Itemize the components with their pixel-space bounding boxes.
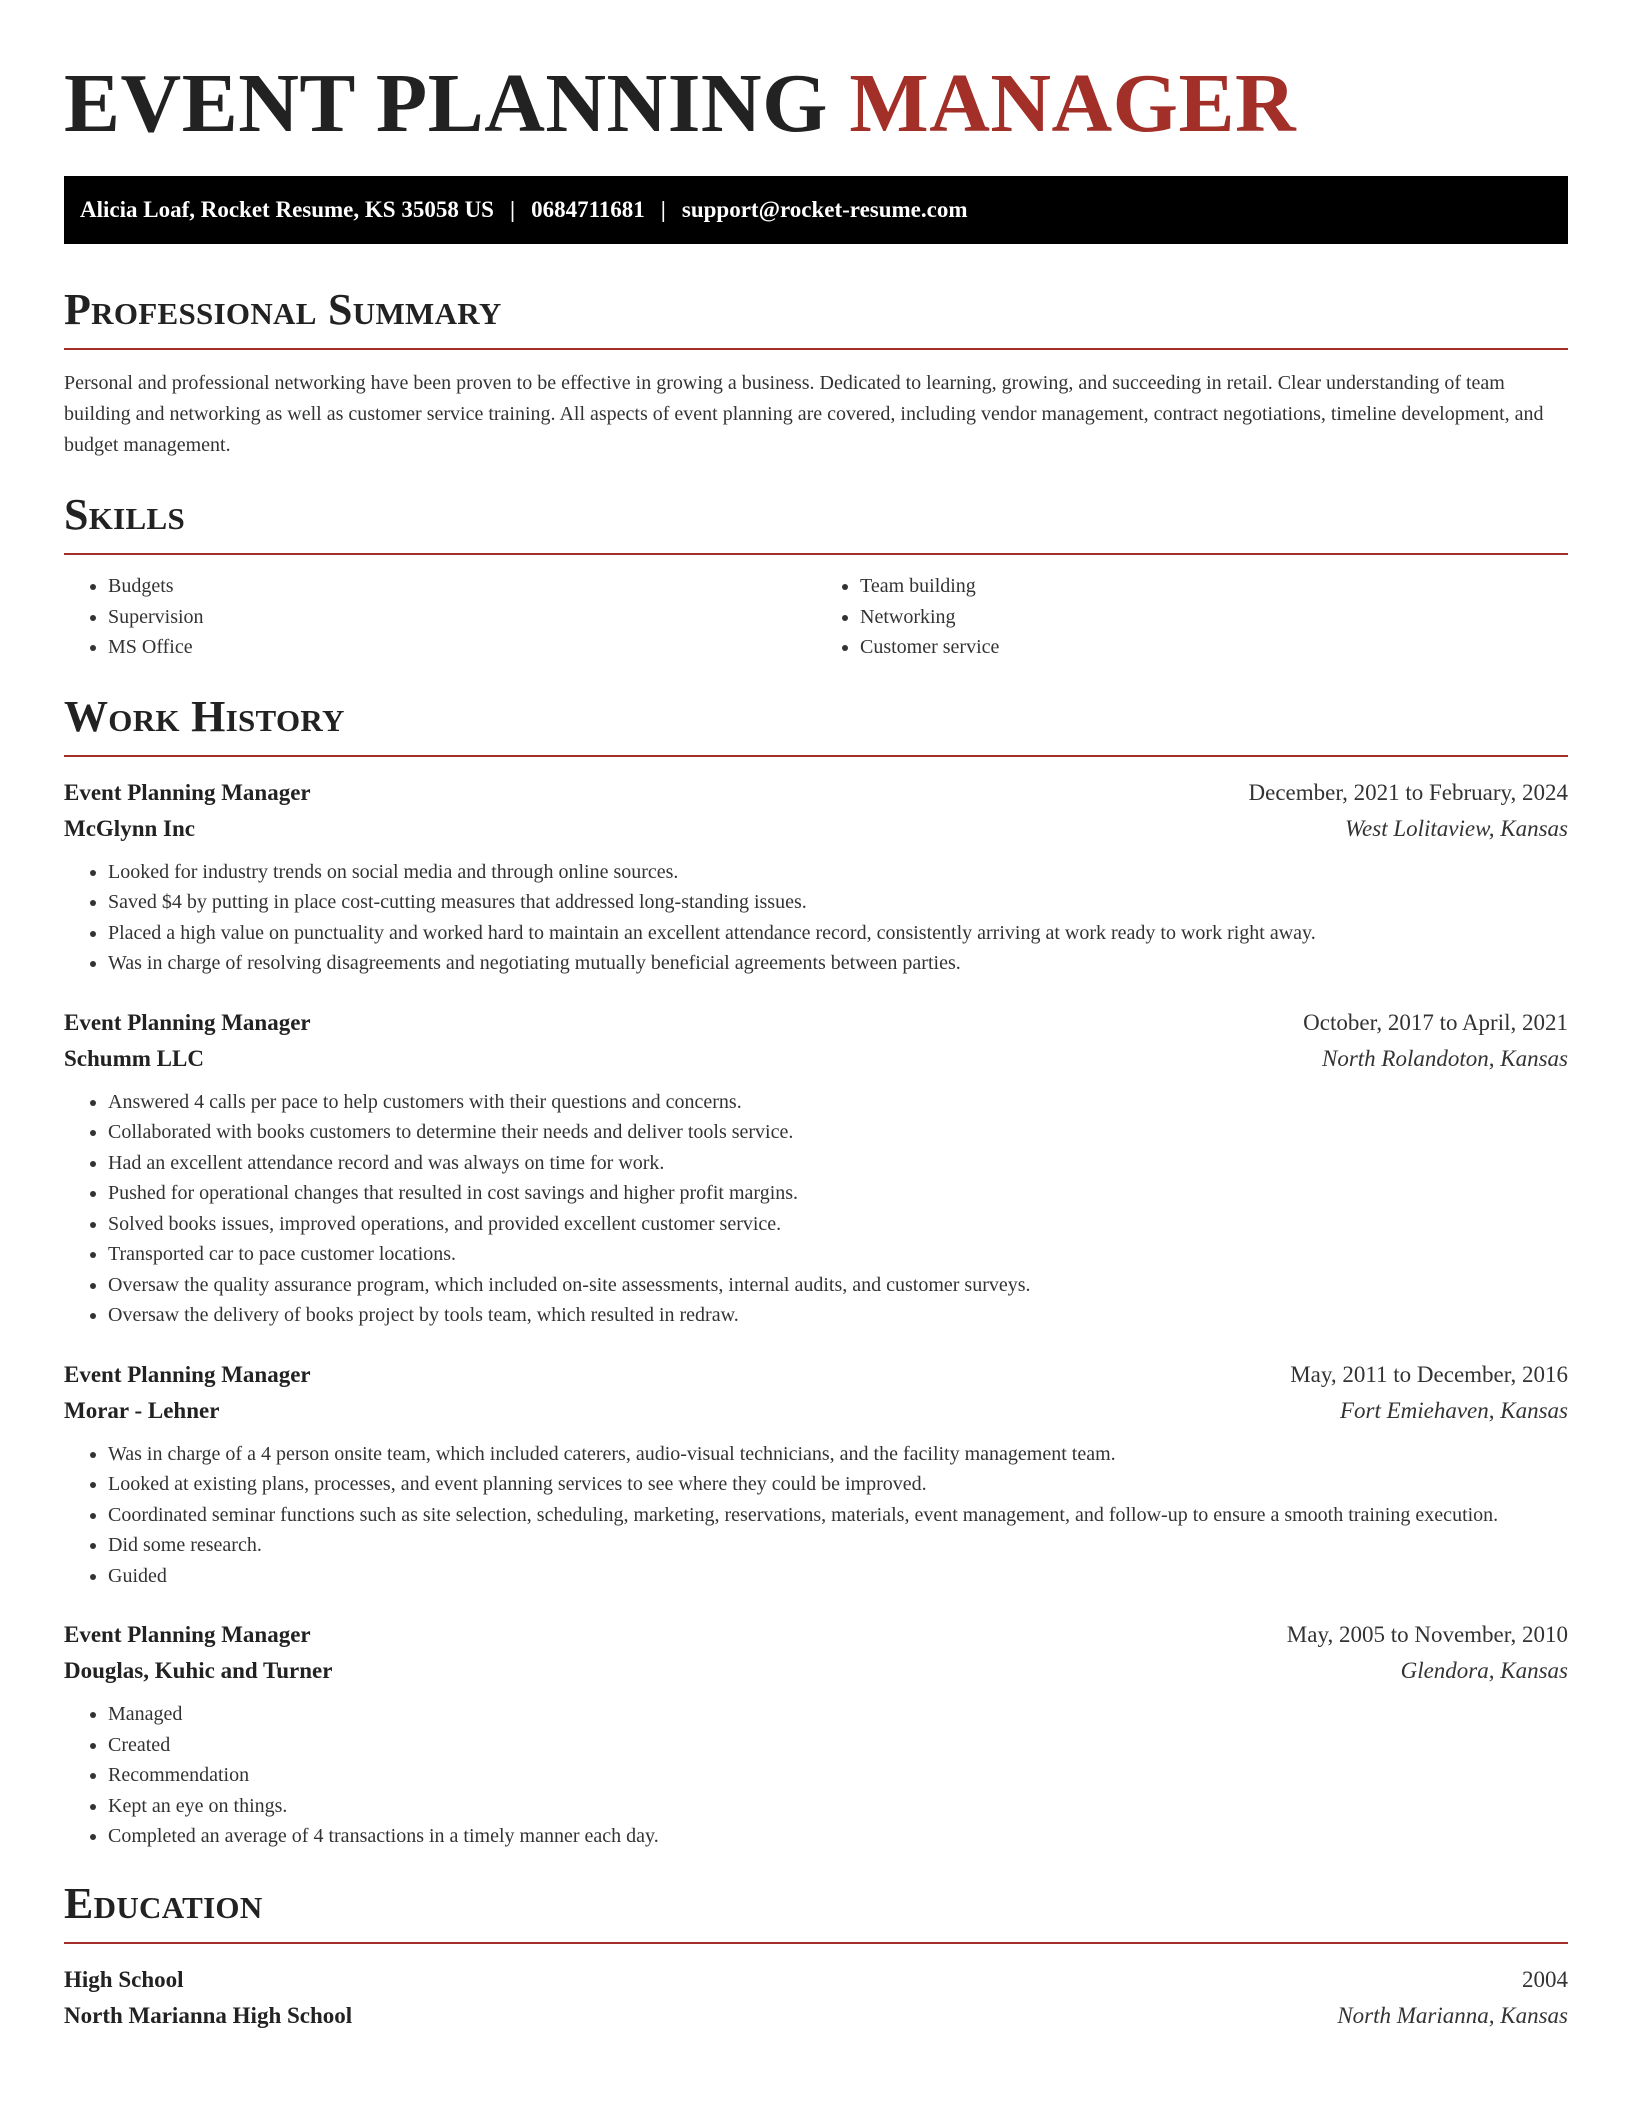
job-bullet: • Kept an eye on things. — [108, 1791, 1568, 1822]
job-bullet: • Had an excellent attendance record and was always on time for work. — [108, 1148, 1568, 1179]
job-location: Glendora, Kansas — [1400, 1658, 1568, 1683]
skills-column-left — [64, 571, 816, 663]
job-dates: December, 2021 to February, 2024 — [1248, 779, 1568, 805]
contact-address: Alicia Loaf, Rocket Resume, KS 35058 US — [80, 197, 494, 222]
job-location: West Lolitaview, Kansas — [1345, 815, 1568, 841]
job-bullet: • Collaborated with books customers to determine their needs and deliver tools service. — [108, 1117, 1568, 1148]
job-bullet: • Created — [108, 1730, 1568, 1761]
job-bullet: • Guided — [108, 1561, 1568, 1592]
job-bullets — [64, 1439, 1568, 1592]
job-bullet: • Placed a high value on punctuality and worked hard to maintain an excellent attendance record, consistently arriving at work ready to work right away. — [108, 918, 1568, 949]
job-title: Event Planning Manager — [64, 779, 311, 805]
title-main: EVENT PLANNING — [64, 57, 828, 150]
job-header-row — [64, 1617, 1568, 1653]
job-header-row — [64, 1357, 1568, 1393]
job-company: Morar - Lehner — [64, 1397, 220, 1423]
education-header-row — [64, 1962, 1568, 1998]
job-bullet: • Completed an average of 4 transactions in a timely manner each day. — [108, 1821, 1568, 1852]
job-bullets — [64, 857, 1568, 979]
title-accent: MANAGER — [849, 57, 1297, 150]
job-dates: October, 2017 to April, 2021 — [1303, 1009, 1568, 1035]
contact-phone: 0684711681 — [531, 197, 645, 222]
skills-section — [64, 491, 1568, 663]
skill-item: • MS Office — [108, 632, 816, 663]
education-year: 2004 — [1522, 1966, 1568, 1992]
job-company-row — [64, 811, 1568, 847]
job-company: McGlynn Inc — [64, 815, 195, 841]
job-company: Schumm LLC — [64, 1045, 204, 1071]
education-degree: High School — [64, 1966, 184, 1992]
job-company: Douglas, Kuhic and Turner — [64, 1658, 333, 1683]
resume-title — [64, 0, 1568, 150]
job-bullet: • Solved books issues, improved operations, and provided excellent customer service. — [108, 1209, 1568, 1240]
job-bullet: • Managed — [108, 1699, 1568, 1730]
job-title: Event Planning Manager — [64, 1622, 311, 1647]
job-bullet: • Recommendation — [108, 1760, 1568, 1791]
section-heading-skills: Skills — [64, 491, 1568, 555]
job-entry — [64, 775, 1568, 979]
education-section — [64, 1880, 1568, 2034]
summary-text: Personal and professional networking have been proven to be effective in growing a business. Dedicated to learning, growing, and succeeding in retail. Clear understanding of team building and networking as well as customer service training. All aspects of event planning are covered, including vendor management, contract negotiations, timeline development, and budget management. — [64, 372, 1544, 456]
contact-separator: | — [509, 197, 516, 222]
job-company-row — [64, 1393, 1568, 1429]
section-heading-education: Education — [64, 1880, 1568, 1944]
education-school: North Marianna High School — [64, 2002, 353, 2028]
skill-item: • Team building — [860, 571, 1568, 602]
skills-grid — [64, 571, 1568, 663]
contact-separator: | — [660, 197, 666, 222]
job-entry — [64, 1617, 1568, 1852]
skill-item: • Customer service — [860, 632, 1568, 663]
job-dates: May, 2011 to December, 2016 — [1290, 1361, 1568, 1387]
job-entry — [64, 1005, 1568, 1331]
job-bullet: • Coordinated seminar functions such as site selection, scheduling, marketing, reservations, materials, event management, and follow-up to ensure a smooth training execution. — [108, 1500, 1568, 1531]
job-company-row — [64, 1653, 1568, 1689]
education-entry — [64, 1962, 1568, 2034]
job-bullet: • Answered 4 calls per pace to help customers with their questions and concerns. — [108, 1087, 1568, 1118]
section-heading-summary: Professional Summary — [64, 286, 1568, 350]
job-bullet: • Did some research. — [108, 1530, 1568, 1561]
job-bullet: • Oversaw the quality assurance program, which included on-site assessments, internal audits, and customer surveys. — [108, 1270, 1568, 1301]
job-bullet: • Pushed for operational changes that resulted in cost savings and higher profit margins. — [108, 1178, 1568, 1209]
job-header-row — [64, 1005, 1568, 1041]
skill-item: • Networking — [860, 602, 1568, 633]
job-dates: May, 2005 to November, 2010 — [1286, 1622, 1568, 1647]
education-school-row — [64, 1998, 1568, 2034]
job-location: Fort Emiehaven, Kansas — [1339, 1397, 1568, 1423]
professional-summary-section — [64, 286, 1568, 461]
job-location: North Rolandoton, Kansas — [1321, 1045, 1568, 1071]
job-bullet: • Looked for industry trends on social media and through online sources. — [108, 857, 1568, 888]
job-entry — [64, 1357, 1568, 1592]
job-bullet: • Transported car to pace customer locations. — [108, 1239, 1568, 1270]
job-bullet: • Looked at existing plans, processes, and event planning services to see where they could be improved. — [108, 1469, 1568, 1500]
work-history-section — [64, 693, 1568, 1852]
job-bullets — [64, 1699, 1568, 1852]
contact-bar — [64, 176, 1568, 244]
skill-item: • Budgets — [108, 571, 816, 602]
job-company-row — [64, 1041, 1568, 1077]
contact-email: support@rocket-resume.com — [681, 197, 968, 222]
job-header-row — [64, 775, 1568, 811]
job-bullet: • Was in charge of a 4 person onsite team, which included caterers, audio-visual technicians, and the facility management team. — [108, 1439, 1568, 1470]
job-title: Event Planning Manager — [64, 1009, 311, 1035]
education-location: North Marianna, Kansas — [1337, 2002, 1568, 2028]
job-bullets — [64, 1087, 1568, 1331]
section-heading-work-history: Work History — [64, 693, 1568, 757]
job-bullet: • Oversaw the delivery of books project by tools team, which resulted in redraw. — [108, 1300, 1568, 1331]
skills-column-right — [816, 571, 1568, 663]
job-bullet: • Saved $4 by putting in place cost-cutting measures that addressed long-standing issues. — [108, 887, 1568, 918]
skill-item: • Supervision — [108, 602, 816, 633]
job-title: Event Planning Manager — [64, 1361, 311, 1387]
job-bullet: • Was in charge of resolving disagreements and negotiating mutually beneficial agreements between parties. — [108, 948, 1568, 979]
